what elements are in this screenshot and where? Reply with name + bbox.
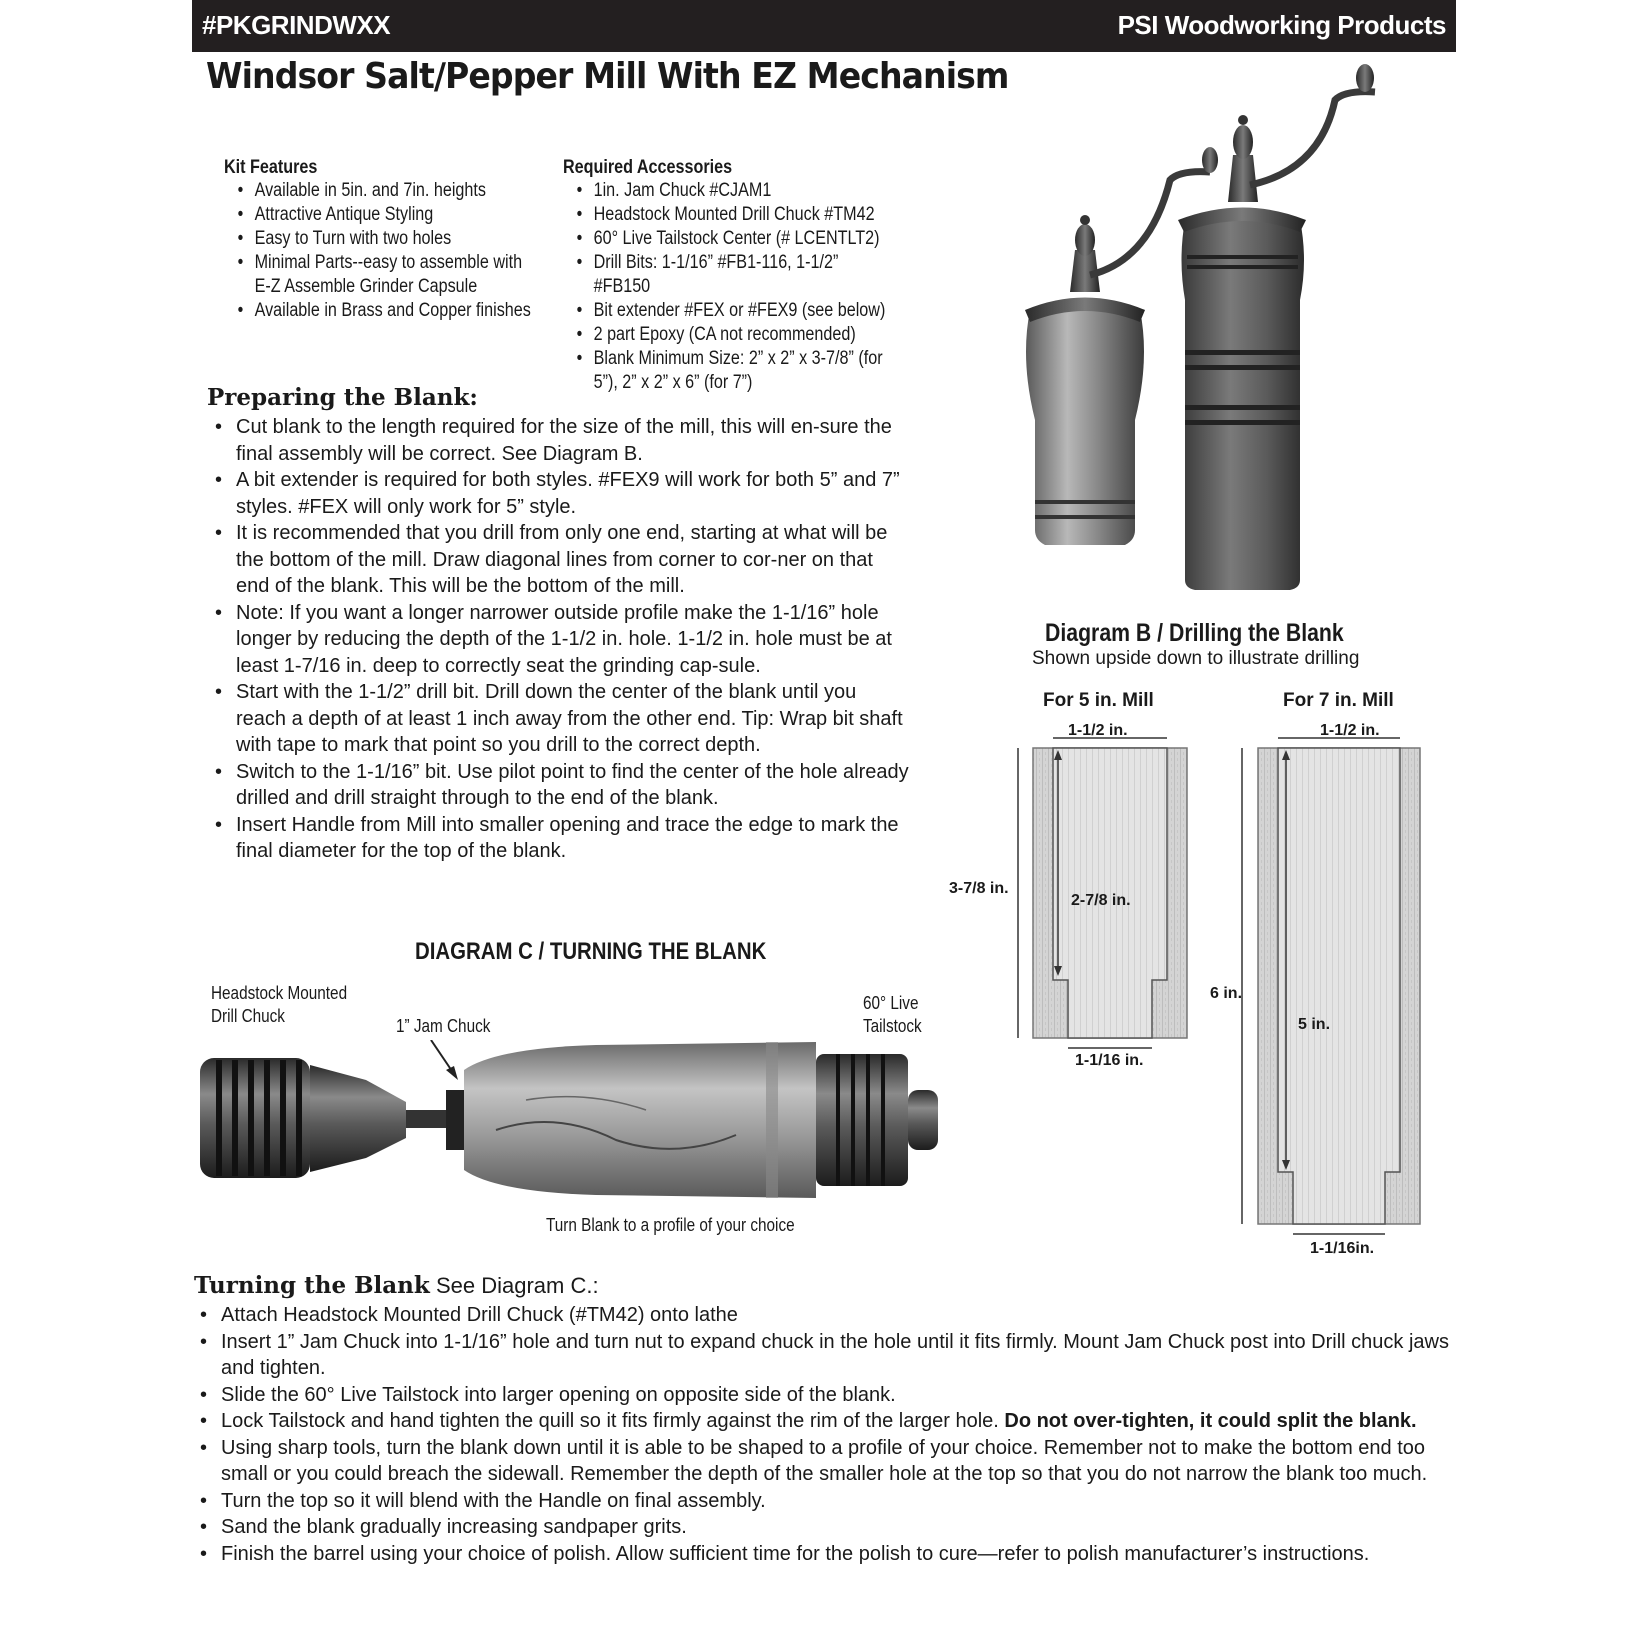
diagram-c-drawing [196, 1040, 996, 1210]
list-item: • Insert 1” Jam Chuck into 1-1/16” hole and turn nut to expand chuck in the hole until it fits firmly. Mount Jam Chuck post into Drill chuck jaws and tighten. [194, 1329, 1450, 1382]
list-item: • Slide the 60° Live Tailstock into larger opening on opposite side of the blank. [194, 1382, 1450, 1409]
label-tailstock: 60° Live Tailstock [863, 993, 922, 1036]
list-item: • Finish the barrel using your choice of polish. Allow sufficient time for the polish to cure—refer to polish manufacturer’s instructions. [194, 1541, 1450, 1568]
list-item: • Headstock Mounted Drill Chuck #TM42 [575, 203, 890, 227]
mill5-bottom-dim: 1-1/16 in. [1075, 1052, 1144, 1069]
list-item: • Drill Bits: 1-1/16” #FB1-116, 1-1/2” #FB150 [575, 251, 890, 299]
required-accessories [563, 157, 890, 395]
list-item: • Switch to the 1-1/16” bit. Use pilot point to find the center of the hole already drilled and drill straight through to the end of the blank. [209, 759, 909, 812]
list-item: • Minimal Parts--easy to assemble with E-Z Assemble Grinder Capsule [236, 251, 539, 299]
diagram-c-title: DIAGRAM C / TURNING THE BLANK [415, 938, 767, 965]
list-item: • Using sharp tools, turn the blank down until it is able to be shaped to a profile of your choice. Remember not to make the bottom end too small or you could breach the sidewall. Remember the depth of the smaller hole at the top so that you do not narrow the blank too much. [194, 1435, 1450, 1488]
mill7-top-dim: 1-1/2 in. [1320, 722, 1380, 739]
list-item: • Turn the top so it will blend with the Handle on final assembly. [194, 1488, 1450, 1515]
list-item: • Note: If you want a longer narrower outside profile make the 1-1/16” hole longer by reducing the depth of the 1-1/2 in. hole. 1-1/2 in. hole must be at least 1-7/16 in. deep to correctly seat the grinding cap-sule. [209, 600, 909, 680]
list-item: • Bit extender #FEX or #FEX9 (see below) [575, 299, 890, 323]
brand-name: PSI Woodworking Products [1117, 10, 1446, 40]
list-item: • Start with the 1-1/2” drill bit. Drill down the center of the blank until you reach a depth of at least 1 inch away from the other end. Tip: Wrap bit shaft with tape to mark that point so you drill to the correct depth. [209, 679, 909, 759]
accessories-list [575, 179, 890, 395]
list-item: • Lock Tailstock and hand tighten the quill so it fits firmly against the rim of the larger hole. Do not over-tighten, it could split the blank. [194, 1408, 1450, 1435]
preparing-list [209, 414, 909, 865]
label-jam-chuck: 1” Jam Chuck [396, 1016, 491, 1036]
diagram-c-caption: Turn Blank to a profile of your choice [546, 1215, 795, 1235]
mill5-inner-dim: 2-7/8 in. [1071, 892, 1131, 909]
list-item: • Attach Headstock Mounted Drill Chuck (#TM42) onto lathe [194, 1302, 1450, 1329]
accessories-heading: Required Accessories [563, 157, 733, 178]
list-item: • A bit extender is required for both styles. #FEX9 will work for both 5” and 7” styles. #FEX will only work for 5” style. [209, 467, 909, 520]
list-item: • 2 part Epoxy (CA not recommended) [575, 323, 890, 347]
kit-features-list [236, 179, 539, 323]
list-item: • 60° Live Tailstock Center (# LCENTLT2) [575, 227, 890, 251]
tall-mill-image [1178, 64, 1375, 590]
list-item: • 1in. Jam Chuck #CJAM1 [575, 179, 890, 203]
list-item: • Attractive Antique Styling [236, 203, 539, 227]
kit-features-heading: Kit Features [224, 157, 318, 178]
mill5-heading: For 5 in. Mill [1043, 690, 1154, 711]
list-item: • Insert Handle from Mill into smaller opening and trace the edge to mark the final diameter for the top of the blank. [209, 812, 909, 865]
header-bar [192, 0, 1456, 52]
list-item: • Cut blank to the length required for the size of the mill, this will en-sure the final assembly will be correct. See Diagram B. [209, 414, 909, 467]
preparing-heading: Preparing the Blank: [207, 384, 478, 411]
mill7-height-dim: 6 in. [1210, 985, 1243, 1002]
diagram-b-subtitle: Shown upside down to illustrate drilling [1032, 648, 1360, 669]
list-item: • Available in Brass and Copper finishes [236, 299, 539, 323]
turning-heading-suffix: See Diagram C.: [429, 1273, 599, 1298]
label-drill-chuck: Headstock Mounted Drill Chuck [211, 983, 348, 1026]
list-item: • Available in 5in. and 7in. heights [236, 179, 539, 203]
turning-heading: Turning the Blank [194, 1272, 430, 1299]
mill7-bottom-dim: 1-1/16in. [1310, 1240, 1375, 1257]
diagram-b-drawing [940, 720, 1440, 1240]
live-tailstock [816, 1054, 908, 1186]
mill7-heading: For 7 in. Mill [1283, 690, 1394, 711]
list-item: • Blank Minimum Size: 2” x 2” x 3-7/8” (for 5”), 2” x 2” x 6” (for 7”) [575, 347, 890, 395]
list-item: • Sand the blank gradually increasing sandpaper grits. [194, 1514, 1450, 1541]
product-code: #PKGRINDWXX [202, 10, 391, 40]
mill7-inner-dim: 5 in. [1298, 1016, 1331, 1033]
turning-list [194, 1302, 1450, 1567]
list-item: • It is recommended that you drill from only one end, starting at what will be the bottom of the mill. Draw diagonal lines from corner to cor-ner on that end of the blank. This will be the bottom of the mill. [209, 520, 909, 600]
mill5-height-dim: 3-7/8 in. [949, 880, 1009, 897]
wood-blank [464, 1042, 816, 1198]
turning-heading-row [194, 1272, 599, 1299]
mill5-top-dim: 1-1/2 in. [1068, 722, 1128, 739]
kit-features [224, 157, 539, 323]
list-item: • Easy to Turn with two holes [236, 227, 539, 251]
page-title: Windsor Salt/Pepper Mill With EZ Mechanism [206, 56, 1009, 97]
mill-photos [1000, 60, 1460, 600]
diagram-b-title: Diagram B / Drilling the Blank [1045, 619, 1344, 647]
